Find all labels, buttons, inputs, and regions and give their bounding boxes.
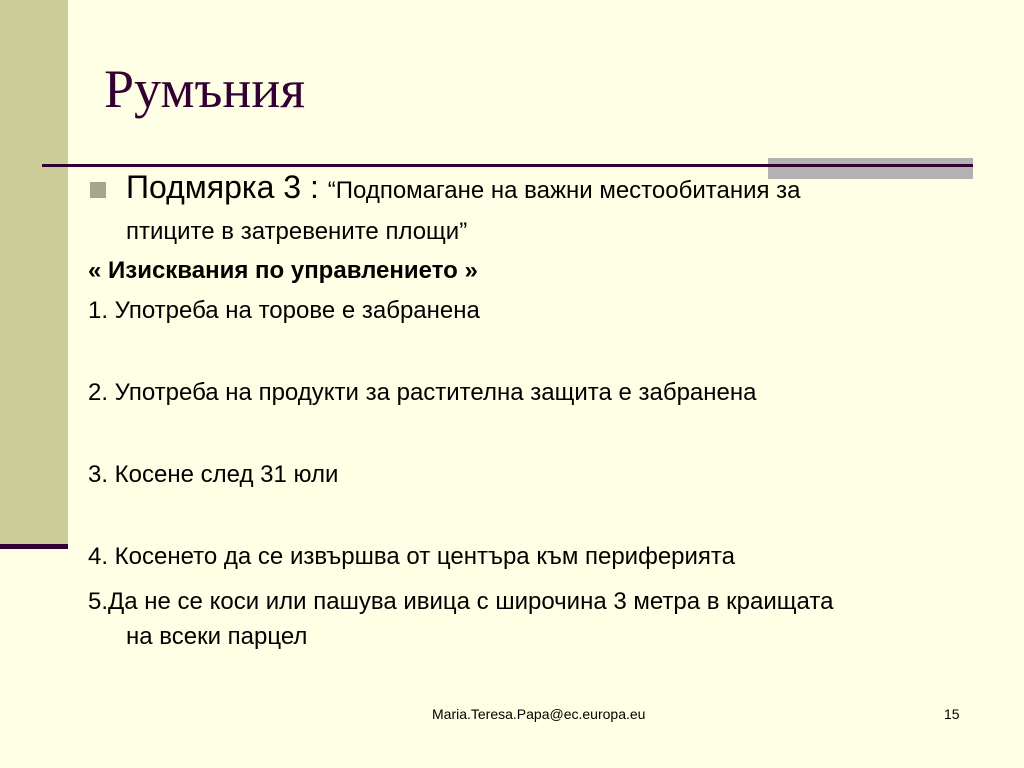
left-decorative-band (0, 0, 68, 545)
requirement-item-3: 3. Косене след 31 юли (88, 461, 339, 488)
title-rule-accent (768, 164, 973, 167)
left-band-divider (0, 544, 68, 549)
footer-email: Maria.Teresa.Papa@ec.europa.eu (432, 706, 646, 722)
submeasure-quote-line2: птиците в затревените площи” (126, 218, 468, 245)
requirement-item-5-line2: на всеки парцел (126, 623, 308, 650)
requirement-item-2: 2. Употреба на продукти за растителна защита е забранена (88, 379, 757, 406)
slide-title: Румъния (104, 59, 306, 119)
requirement-item-4: 4. Косенето да се извършва от центъра към периферията (88, 543, 735, 570)
submeasure-quote-line1: “Подпомагане на важни местообитания за (327, 177, 801, 204)
requirement-item-5 (88, 584, 988, 654)
submeasure-text (126, 168, 986, 254)
requirements-heading: « Изисквания по управлението » (88, 257, 478, 284)
submeasure-label: Подмярка 3 : (126, 169, 328, 205)
page-number: 15 (944, 706, 960, 722)
requirement-item-5-line1: 5.Да не се коси или пашува ивица с широчина 3 метра в краищата (88, 588, 834, 615)
square-bullet-icon (90, 182, 106, 198)
requirement-item-1: 1. Употреба на торове е забранена (88, 297, 480, 324)
